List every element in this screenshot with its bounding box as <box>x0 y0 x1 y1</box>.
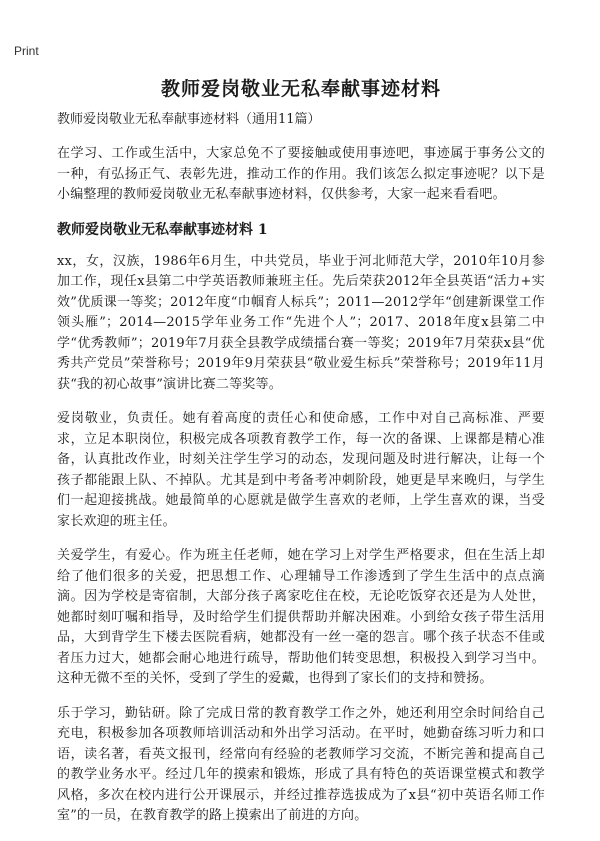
section-heading: 教师爱岗敬业无私奉献事迹材料 1 <box>57 221 268 238</box>
intro-paragraph: 在学习、工作或生活中，大家总免不了要接触或使用事迹吧，事迹属于事务公文的一种，有弘扬正气、表彰先进，推动工作的作用。我们该怎么拟定事迹呢？以下是小编整理的教师爱岗敬业无私奉献事迹材料，仅供参考，大家一起来看看吧。 <box>57 146 545 202</box>
print-link[interactable]: Print <box>14 44 39 58</box>
document-page <box>57 76 545 841</box>
body-paragraph: 爱岗敬业，负责任。她有着高度的责任心和使命感，工作中对自己高标准、严要求，立足本职岗位，积极完成各项教育教学工作，每一次的备课、上课都是精心准备，认真批改作业，时刻关注学生学习的动态，发现问题及时进行解决，让每一个孩子都能跟上队、不掉队。尤其是到中考备考冲刺阶段，她更是早来晚归，与学生们一起迎接挑战。她最简单的心愿就是做学生喜欢的老师，上学生喜欢的课，当受家长欢迎的班主任。 <box>57 411 545 529</box>
body-paragraph: 乐于学习，勤钻研。除了完成日常的教育教学工作之外，她还利用空余时间给自己充电，积极参加各项教师培训活动和外出学习活动。在平时，她勤奋练习听力和口语，读名著，看英文报刊，经常向有经验的老教师学习交流，不断完善和提高自己的教学业务水平。经过几年的摸索和锻炼，形成了具有特色的英语课堂模式和教学风格，多次在校内进行公开课展示，并经过推荐选拔成为了x县“初中英语名师工作室”的一员，在教育教学的路上摸索出了前进的方向。 <box>57 705 545 823</box>
body-paragraph: 关爱学生，有爱心。作为班主任老师，她在学习上对学生严格要求，但在生活上却给了他们很多的关爱，把思想工作、心理辅导工作渗透到了学生生活中的点点滴滴。因为学校是寄宿制，大部分孩子离家吃住在校，无论吃饭穿衣还是为人处世，她都时刻叮嘱和指导，及时给学生们提供帮助并解决困难。小到给女孩子带生活用品，大到背学生下楼去医院看病，她都没有一丝一毫的怨言。哪个孩子状态不佳或者压力过大，她都会耐心地进行疏导，帮助他们转变思想，积极投入到学习当中。这种无微不至的关怀，受到了学生的爱戴，也得到了家长们的支持和赞扬。 <box>57 548 545 686</box>
document-subtitle: 教师爱岗敬业无私奉献事迹材料（通用11篇） <box>57 112 321 127</box>
body-paragraph: xx，女，汉族，1986年6月生，中共党员，毕业于河北师范大学，2010年10月参加工作，现任x县第二中学英语教师兼班主任。先后荣获2012年全县英语“活力+实效”优质课一等奖；2012年度“巾帼育人标兵”；2011—2012学年“创建新课堂工作领头雁”；2014—2015学年业务工作“先进个人”；2017、2018年度x县第二中学“优秀教师”；2019年7月获全县教学成绩擂台赛一等奖；2019年7月荣获x县“优秀共产党员”荣誉称号；2019年9月荣获县“敬业爱生标兵”荣誉称号；2019年11月获“我的初心故事”演讲比赛二等奖等。 <box>57 253 545 392</box>
document-title: 教师爱岗敬业无私奉献事迹材料 <box>160 78 441 100</box>
